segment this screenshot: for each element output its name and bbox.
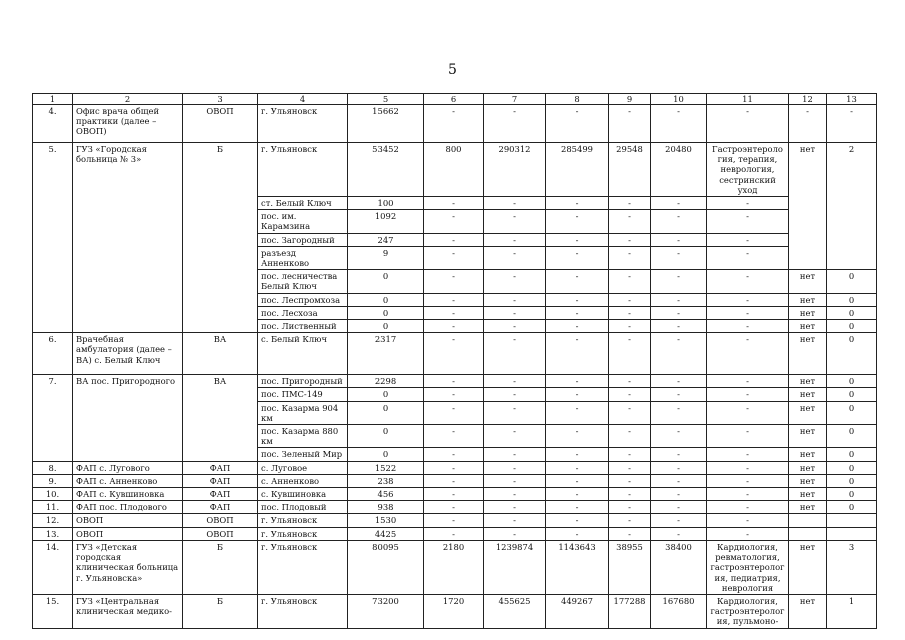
cell-value: - <box>424 425 484 448</box>
row-number: 15. <box>33 594 73 628</box>
cell-value: - <box>546 333 609 375</box>
cell-value: 1 <box>827 594 877 628</box>
table-row <box>33 501 877 514</box>
cell-value: - <box>546 320 609 333</box>
cell-value: - <box>424 514 484 527</box>
institution-name: ОВОП <box>73 527 183 540</box>
cell-value: нет <box>789 388 827 401</box>
cell-value: - <box>651 514 707 527</box>
institution-type: Б <box>183 143 258 333</box>
population-value: 0 <box>348 293 424 306</box>
cell-value: - <box>707 333 789 375</box>
cell-value: нет <box>789 540 827 594</box>
row-number: 9. <box>33 474 73 487</box>
cell-value: - <box>546 306 609 319</box>
cell-value: нет <box>789 425 827 448</box>
cell-value: - <box>484 197 546 210</box>
cell-value: - <box>609 488 651 501</box>
column-number-row <box>33 94 877 105</box>
column-number: 10 <box>651 94 707 105</box>
cell-value: - <box>651 448 707 461</box>
table-row <box>33 514 877 527</box>
cell-value: - <box>424 375 484 388</box>
cell-value: - <box>609 270 651 293</box>
cell-value: 2 <box>827 143 877 270</box>
column-number: 1 <box>33 94 73 105</box>
population-value: 238 <box>348 474 424 487</box>
institution-type: ФАП <box>183 474 258 487</box>
cell-value: нет <box>789 143 827 270</box>
institution-type: ОВОП <box>183 527 258 540</box>
cell-value: - <box>651 333 707 375</box>
cell-value: - <box>424 246 484 269</box>
locality: пос. Леспромхоза <box>258 293 348 306</box>
cell-value: - <box>707 425 789 448</box>
cell-value: - <box>484 306 546 319</box>
locality: с. Анненково <box>258 474 348 487</box>
cell-value: - <box>651 320 707 333</box>
cell-value: - <box>707 233 789 246</box>
institution-name: ГУЗ «Детская городская клиническая больница г. Ульяновска» <box>73 540 183 594</box>
cell-value: - <box>484 527 546 540</box>
cell-value: - <box>424 306 484 319</box>
cell-value: - <box>707 488 789 501</box>
table-row <box>33 143 877 197</box>
institution-name: Врачебная амбулатория (далее – ВА) с. Белый Ключ <box>73 333 183 375</box>
cell-value: - <box>707 474 789 487</box>
cell-value: - <box>707 461 789 474</box>
cell-value: - <box>651 401 707 424</box>
cell-value: - <box>609 501 651 514</box>
column-number: 7 <box>484 94 546 105</box>
specialization: Кардиология, гастроэнтерология, пульмоно- <box>707 594 789 628</box>
cell-value: - <box>609 333 651 375</box>
population-value: 0 <box>348 306 424 319</box>
cell-value: - <box>546 488 609 501</box>
cell-value: - <box>707 527 789 540</box>
cell-value: - <box>651 388 707 401</box>
population-value: 0 <box>348 448 424 461</box>
locality: с. Луговое <box>258 461 348 474</box>
cell-value: - <box>546 448 609 461</box>
population-value: 53452 <box>348 143 424 197</box>
cell-value: - <box>424 388 484 401</box>
cell-value: - <box>651 425 707 448</box>
cell-value: 38955 <box>609 540 651 594</box>
cell-value: - <box>484 105 546 143</box>
row-number: 6. <box>33 333 73 375</box>
cell-value: - <box>609 527 651 540</box>
cell-value: нет <box>789 501 827 514</box>
locality: пос. ПМС-149 <box>258 388 348 401</box>
institution-name: ФАП пос. Плодового <box>73 501 183 514</box>
column-number: 4 <box>258 94 348 105</box>
cell-value: - <box>827 105 877 143</box>
cell-value: - <box>707 210 789 233</box>
cell-value: - <box>651 527 707 540</box>
cell-value: - <box>609 306 651 319</box>
column-number: 11 <box>707 94 789 105</box>
cell-value: нет <box>789 306 827 319</box>
cell-value: - <box>707 105 789 143</box>
institution-name: ФАП с. Анненково <box>73 474 183 487</box>
table-row <box>33 105 877 143</box>
institution-name: ФАП с. Лугового <box>73 461 183 474</box>
cell-value: - <box>546 425 609 448</box>
institution-type: ОВОП <box>183 514 258 527</box>
locality: г. Ульяновск <box>258 594 348 628</box>
cell-value: - <box>424 401 484 424</box>
cell-value: - <box>707 320 789 333</box>
cell-value: - <box>484 233 546 246</box>
population-value: 456 <box>348 488 424 501</box>
cell-value: - <box>651 210 707 233</box>
population-value: 73200 <box>348 594 424 628</box>
cell-value: - <box>609 375 651 388</box>
cell-value: - <box>424 293 484 306</box>
institution-name: ГУЗ «Городская больница № 3» <box>73 143 183 333</box>
cell-value: - <box>424 233 484 246</box>
population-value: 0 <box>348 270 424 293</box>
cell-value: - <box>651 105 707 143</box>
cell-value: нет <box>789 448 827 461</box>
column-number: 12 <box>789 94 827 105</box>
cell-value: - <box>546 233 609 246</box>
cell-value: 1720 <box>424 594 484 628</box>
cell-value: - <box>546 527 609 540</box>
cell-value: - <box>484 514 546 527</box>
cell-value: - <box>546 474 609 487</box>
cell-value: 1143643 <box>546 540 609 594</box>
table-row <box>33 474 877 487</box>
row-number: 12. <box>33 514 73 527</box>
cell-value: - <box>484 375 546 388</box>
cell-value: - <box>484 448 546 461</box>
cell-value: 449267 <box>546 594 609 628</box>
cell-value: 1239874 <box>484 540 546 594</box>
cell-value: - <box>609 246 651 269</box>
cell-value: - <box>651 375 707 388</box>
locality: ст. Белый Ключ <box>258 197 348 210</box>
cell-value: - <box>424 270 484 293</box>
cell-value: 167680 <box>651 594 707 628</box>
institution-name: ГУЗ «Центральная клиническая медико- <box>73 594 183 628</box>
cell-value <box>789 527 827 540</box>
cell-value: - <box>424 461 484 474</box>
cell-value: - <box>651 461 707 474</box>
cell-value: - <box>651 501 707 514</box>
table-row <box>33 527 877 540</box>
cell-value: 0 <box>827 375 877 388</box>
column-number: 8 <box>546 94 609 105</box>
locality: пос. Казарма 904 км <box>258 401 348 424</box>
population-value: 0 <box>348 425 424 448</box>
cell-value: - <box>707 448 789 461</box>
row-number: 8. <box>33 461 73 474</box>
cell-value: 800 <box>424 143 484 197</box>
cell-value: 290312 <box>484 143 546 197</box>
cell-value: - <box>651 270 707 293</box>
cell-value: 0 <box>827 320 877 333</box>
locality: пос. Зеленый Мир <box>258 448 348 461</box>
cell-value: - <box>609 197 651 210</box>
cell-value: - <box>484 488 546 501</box>
cell-value: - <box>707 270 789 293</box>
cell-value: 0 <box>827 461 877 474</box>
cell-value: - <box>707 401 789 424</box>
cell-value <box>827 527 877 540</box>
cell-value: - <box>484 320 546 333</box>
cell-value: - <box>546 501 609 514</box>
institution-type: ФАП <box>183 488 258 501</box>
population-value: 1522 <box>348 461 424 474</box>
cell-value: - <box>609 233 651 246</box>
population-value: 2298 <box>348 375 424 388</box>
cell-value: 0 <box>827 270 877 293</box>
locality: пос. Казарма 880 км <box>258 425 348 448</box>
cell-value <box>789 514 827 527</box>
cell-value: 0 <box>827 333 877 375</box>
cell-value: - <box>424 320 484 333</box>
institution-name: ВА пос. Пригородного <box>73 375 183 461</box>
cell-value: 29548 <box>609 143 651 197</box>
specialization: Гастроэнтерология, терапия, неврология, сестринский уход <box>707 143 789 197</box>
cell-value: нет <box>789 375 827 388</box>
cell-value: - <box>707 306 789 319</box>
cell-value: - <box>484 388 546 401</box>
cell-value: нет <box>789 474 827 487</box>
row-number: 4. <box>33 105 73 143</box>
locality: пос. Плодовый <box>258 501 348 514</box>
cell-value: - <box>707 375 789 388</box>
data-table <box>32 93 877 629</box>
cell-value: нет <box>789 461 827 474</box>
cell-value: - <box>546 388 609 401</box>
institution-type: ВА <box>183 375 258 461</box>
cell-value: 455625 <box>484 594 546 628</box>
cell-value: нет <box>789 333 827 375</box>
cell-value: 3 <box>827 540 877 594</box>
cell-value: 0 <box>827 401 877 424</box>
locality: г. Ульяновск <box>258 527 348 540</box>
locality: с. Кувшиновка <box>258 488 348 501</box>
cell-value: - <box>707 514 789 527</box>
cell-value <box>827 514 877 527</box>
cell-value: - <box>609 474 651 487</box>
cell-value: - <box>424 105 484 143</box>
table-row <box>33 461 877 474</box>
cell-value: - <box>609 388 651 401</box>
institution-name: ФАП с. Кувшиновка <box>73 488 183 501</box>
table-row <box>33 333 877 375</box>
cell-value: - <box>609 461 651 474</box>
cell-value: - <box>651 246 707 269</box>
cell-value: - <box>546 210 609 233</box>
cell-value: нет <box>789 401 827 424</box>
column-number: 13 <box>827 94 877 105</box>
locality: разъезд Анненково <box>258 246 348 269</box>
cell-value: - <box>424 488 484 501</box>
cell-value: - <box>484 293 546 306</box>
cell-value: - <box>424 527 484 540</box>
cell-value: - <box>484 246 546 269</box>
row-number: 7. <box>33 375 73 461</box>
cell-value: - <box>651 293 707 306</box>
cell-value: - <box>484 401 546 424</box>
locality: пос. Загородный <box>258 233 348 246</box>
institution-type: Б <box>183 540 258 594</box>
cell-value: - <box>424 474 484 487</box>
cell-value: нет <box>789 320 827 333</box>
population-value: 0 <box>348 388 424 401</box>
row-number: 14. <box>33 540 73 594</box>
cell-value: - <box>546 375 609 388</box>
row-number: 11. <box>33 501 73 514</box>
institution-type: ВА <box>183 333 258 375</box>
column-number: 3 <box>183 94 258 105</box>
cell-value: - <box>609 425 651 448</box>
locality: с. Белый Ключ <box>258 333 348 375</box>
column-number: 6 <box>424 94 484 105</box>
cell-value: - <box>424 210 484 233</box>
cell-value: - <box>546 293 609 306</box>
population-value: 80095 <box>348 540 424 594</box>
cell-value: - <box>651 233 707 246</box>
cell-value: - <box>484 210 546 233</box>
cell-value: 0 <box>827 388 877 401</box>
cell-value: - <box>707 501 789 514</box>
locality: г. Ульяновск <box>258 143 348 197</box>
table-row <box>33 540 877 594</box>
cell-value: - <box>707 293 789 306</box>
cell-value: нет <box>789 293 827 306</box>
cell-value: - <box>424 197 484 210</box>
cell-value: - <box>546 514 609 527</box>
population-value: 2317 <box>348 333 424 375</box>
cell-value: - <box>546 401 609 424</box>
table-row <box>33 375 877 388</box>
cell-value: - <box>484 425 546 448</box>
institution-name: ОВОП <box>73 514 183 527</box>
population-value: 938 <box>348 501 424 514</box>
cell-value: 0 <box>827 448 877 461</box>
cell-value: - <box>651 488 707 501</box>
cell-value: - <box>609 293 651 306</box>
cell-value: - <box>609 320 651 333</box>
row-number: 5. <box>33 143 73 333</box>
cell-value: 0 <box>827 488 877 501</box>
cell-value: нет <box>789 270 827 293</box>
cell-value: - <box>609 105 651 143</box>
cell-value: 0 <box>827 425 877 448</box>
row-number: 13. <box>33 527 73 540</box>
cell-value: - <box>609 210 651 233</box>
locality: пос. им. Карамзина <box>258 210 348 233</box>
locality: пос. Пригородный <box>258 375 348 388</box>
institution-type: Б <box>183 594 258 628</box>
institution-type: ФАП <box>183 461 258 474</box>
cell-value: - <box>651 306 707 319</box>
cell-value: - <box>609 401 651 424</box>
column-number: 9 <box>609 94 651 105</box>
cell-value: - <box>609 514 651 527</box>
cell-value: 285499 <box>546 143 609 197</box>
locality: пос. лесничества Белый Ключ <box>258 270 348 293</box>
locality: г. Ульяновск <box>258 540 348 594</box>
cell-value: - <box>546 246 609 269</box>
cell-value: - <box>609 448 651 461</box>
population-value: 0 <box>348 320 424 333</box>
population-value: 247 <box>348 233 424 246</box>
population-value: 9 <box>348 246 424 269</box>
cell-value: - <box>546 270 609 293</box>
cell-value: - <box>546 461 609 474</box>
population-value: 1092 <box>348 210 424 233</box>
table-row <box>33 594 877 628</box>
cell-value: 0 <box>827 293 877 306</box>
locality: пос. Лесхоза <box>258 306 348 319</box>
cell-value: - <box>484 461 546 474</box>
column-number: 5 <box>348 94 424 105</box>
cell-value: - <box>546 197 609 210</box>
cell-value: 177288 <box>609 594 651 628</box>
cell-value: - <box>707 246 789 269</box>
institution-type: ФАП <box>183 501 258 514</box>
cell-value: - <box>484 333 546 375</box>
cell-value: - <box>424 333 484 375</box>
population-value: 100 <box>348 197 424 210</box>
table-row <box>33 488 877 501</box>
population-value: 0 <box>348 401 424 424</box>
cell-value: - <box>484 270 546 293</box>
cell-value: 20480 <box>651 143 707 197</box>
cell-value: - <box>789 105 827 143</box>
cell-value: - <box>651 474 707 487</box>
population-value: 15662 <box>348 105 424 143</box>
cell-value: - <box>424 448 484 461</box>
cell-value: - <box>651 197 707 210</box>
cell-value: нет <box>789 594 827 628</box>
cell-value: - <box>707 197 789 210</box>
institution-type: ОВОП <box>183 105 258 143</box>
specialization: Кардиология, ревматология, гастроэнтерология, педиатрия, неврология <box>707 540 789 594</box>
cell-value: 0 <box>827 474 877 487</box>
locality: г. Ульяновск <box>258 105 348 143</box>
institution-name: Офис врача общей практики (далее – ОВОП) <box>73 105 183 143</box>
cell-value: 2180 <box>424 540 484 594</box>
cell-value: - <box>424 501 484 514</box>
locality: пос. Лиственный <box>258 320 348 333</box>
cell-value: - <box>546 105 609 143</box>
cell-value: нет <box>789 488 827 501</box>
cell-value: - <box>707 388 789 401</box>
column-number: 2 <box>73 94 183 105</box>
cell-value: 0 <box>827 501 877 514</box>
population-value: 1530 <box>348 514 424 527</box>
cell-value: - <box>484 501 546 514</box>
population-value: 4425 <box>348 527 424 540</box>
cell-value: 38400 <box>651 540 707 594</box>
row-number: 10. <box>33 488 73 501</box>
cell-value: - <box>484 474 546 487</box>
locality: г. Ульяновск <box>258 514 348 527</box>
cell-value: 0 <box>827 306 877 319</box>
page-number: 5 <box>448 62 457 78</box>
